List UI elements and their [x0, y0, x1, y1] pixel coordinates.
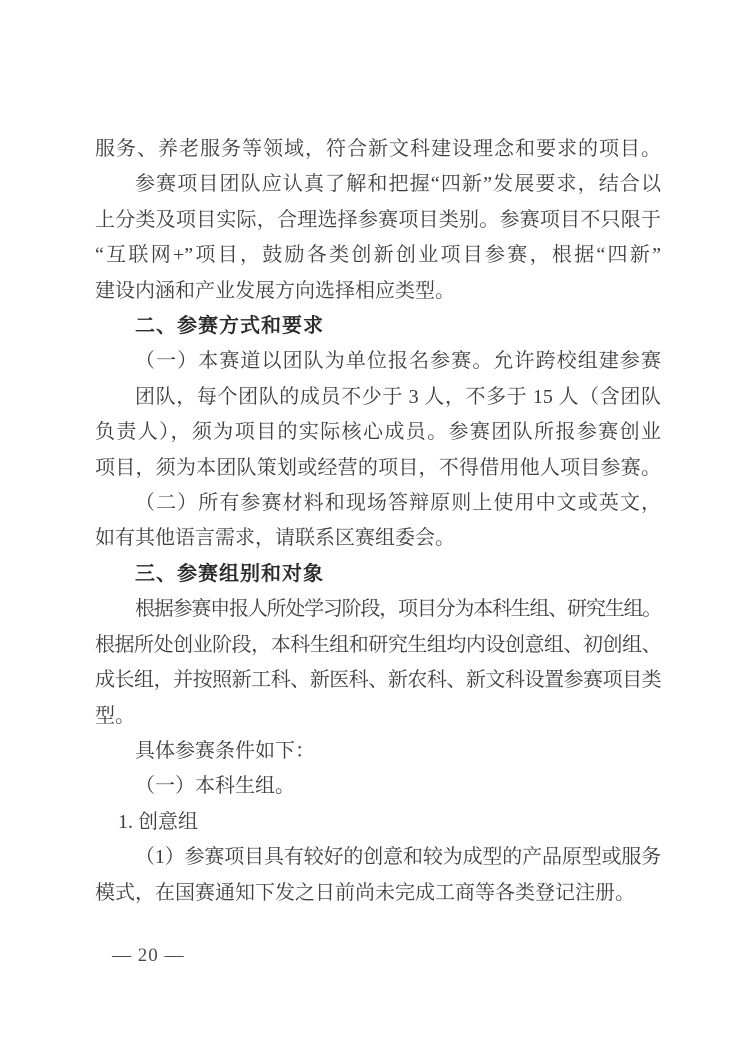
body-line: “互联网+”项目，鼓励各类创新创业项目参赛，根据“四新”: [95, 244, 661, 267]
body-line: 具体参赛条件如下：: [135, 739, 315, 762]
section-heading-participation-method: 二、参赛方式和要求: [135, 315, 324, 338]
body-line: （二）所有参赛材料和现场答辩原则上使用中文或英文，: [135, 492, 661, 515]
body-line: 模式，在国赛通知下发之日前尚未完成工商等各类登记注册。: [95, 881, 635, 904]
body-line: 上分类及项目实际，合理选择参赛项目类别。参赛项目不只限于: [95, 208, 661, 231]
document-body: [95, 132, 661, 911]
body-line: 团队，每个团队的成员不少于 3 人，不多于 15 人（含团队: [135, 385, 661, 408]
body-line: 如有其他语言需求，请联系区赛组委会。: [95, 527, 455, 550]
body-line: 建设内涵和产业发展方向选择相应类型。: [95, 279, 455, 302]
body-line: （一）本赛道以团队为单位报名参赛。允许跨校组建参赛: [135, 350, 661, 373]
body-line: 负责人），须为项目的实际核心成员。参赛团队所报参赛创业: [95, 421, 661, 444]
body-line: 根据参赛申报人所处学习阶段，项目分为本科生组、研究生组。: [135, 598, 661, 621]
body-line: 服务、养老服务等领域，符合新文科建设理念和要求的项目。: [95, 138, 661, 160]
body-line: 根据所处创业阶段，本科生组和研究生组均内设创意组、初创组、: [95, 633, 661, 656]
body-line: 项目，须为本团队策划或经营的项目，不得借用他人项目参赛。: [95, 456, 661, 479]
body-line: （一）本科生组。: [135, 775, 295, 798]
section-heading-groups-and-targets: 三、参赛组别和对象: [135, 562, 324, 585]
body-line: （1）参赛项目具有较好的创意和较为成型的产品原型或服务: [135, 846, 661, 869]
subitem-heading-creative-group: 1. 创意组: [118, 810, 198, 833]
page-number: — 20 —: [112, 945, 185, 966]
body-line: 参赛项目团队应认真了解和把握“四新”发展要求，结合以: [135, 173, 661, 196]
body-line: 成长组，并按照新工科、新医科、新农科、新文科设置参赛项目类: [95, 669, 661, 692]
body-line: 型。: [95, 704, 135, 727]
